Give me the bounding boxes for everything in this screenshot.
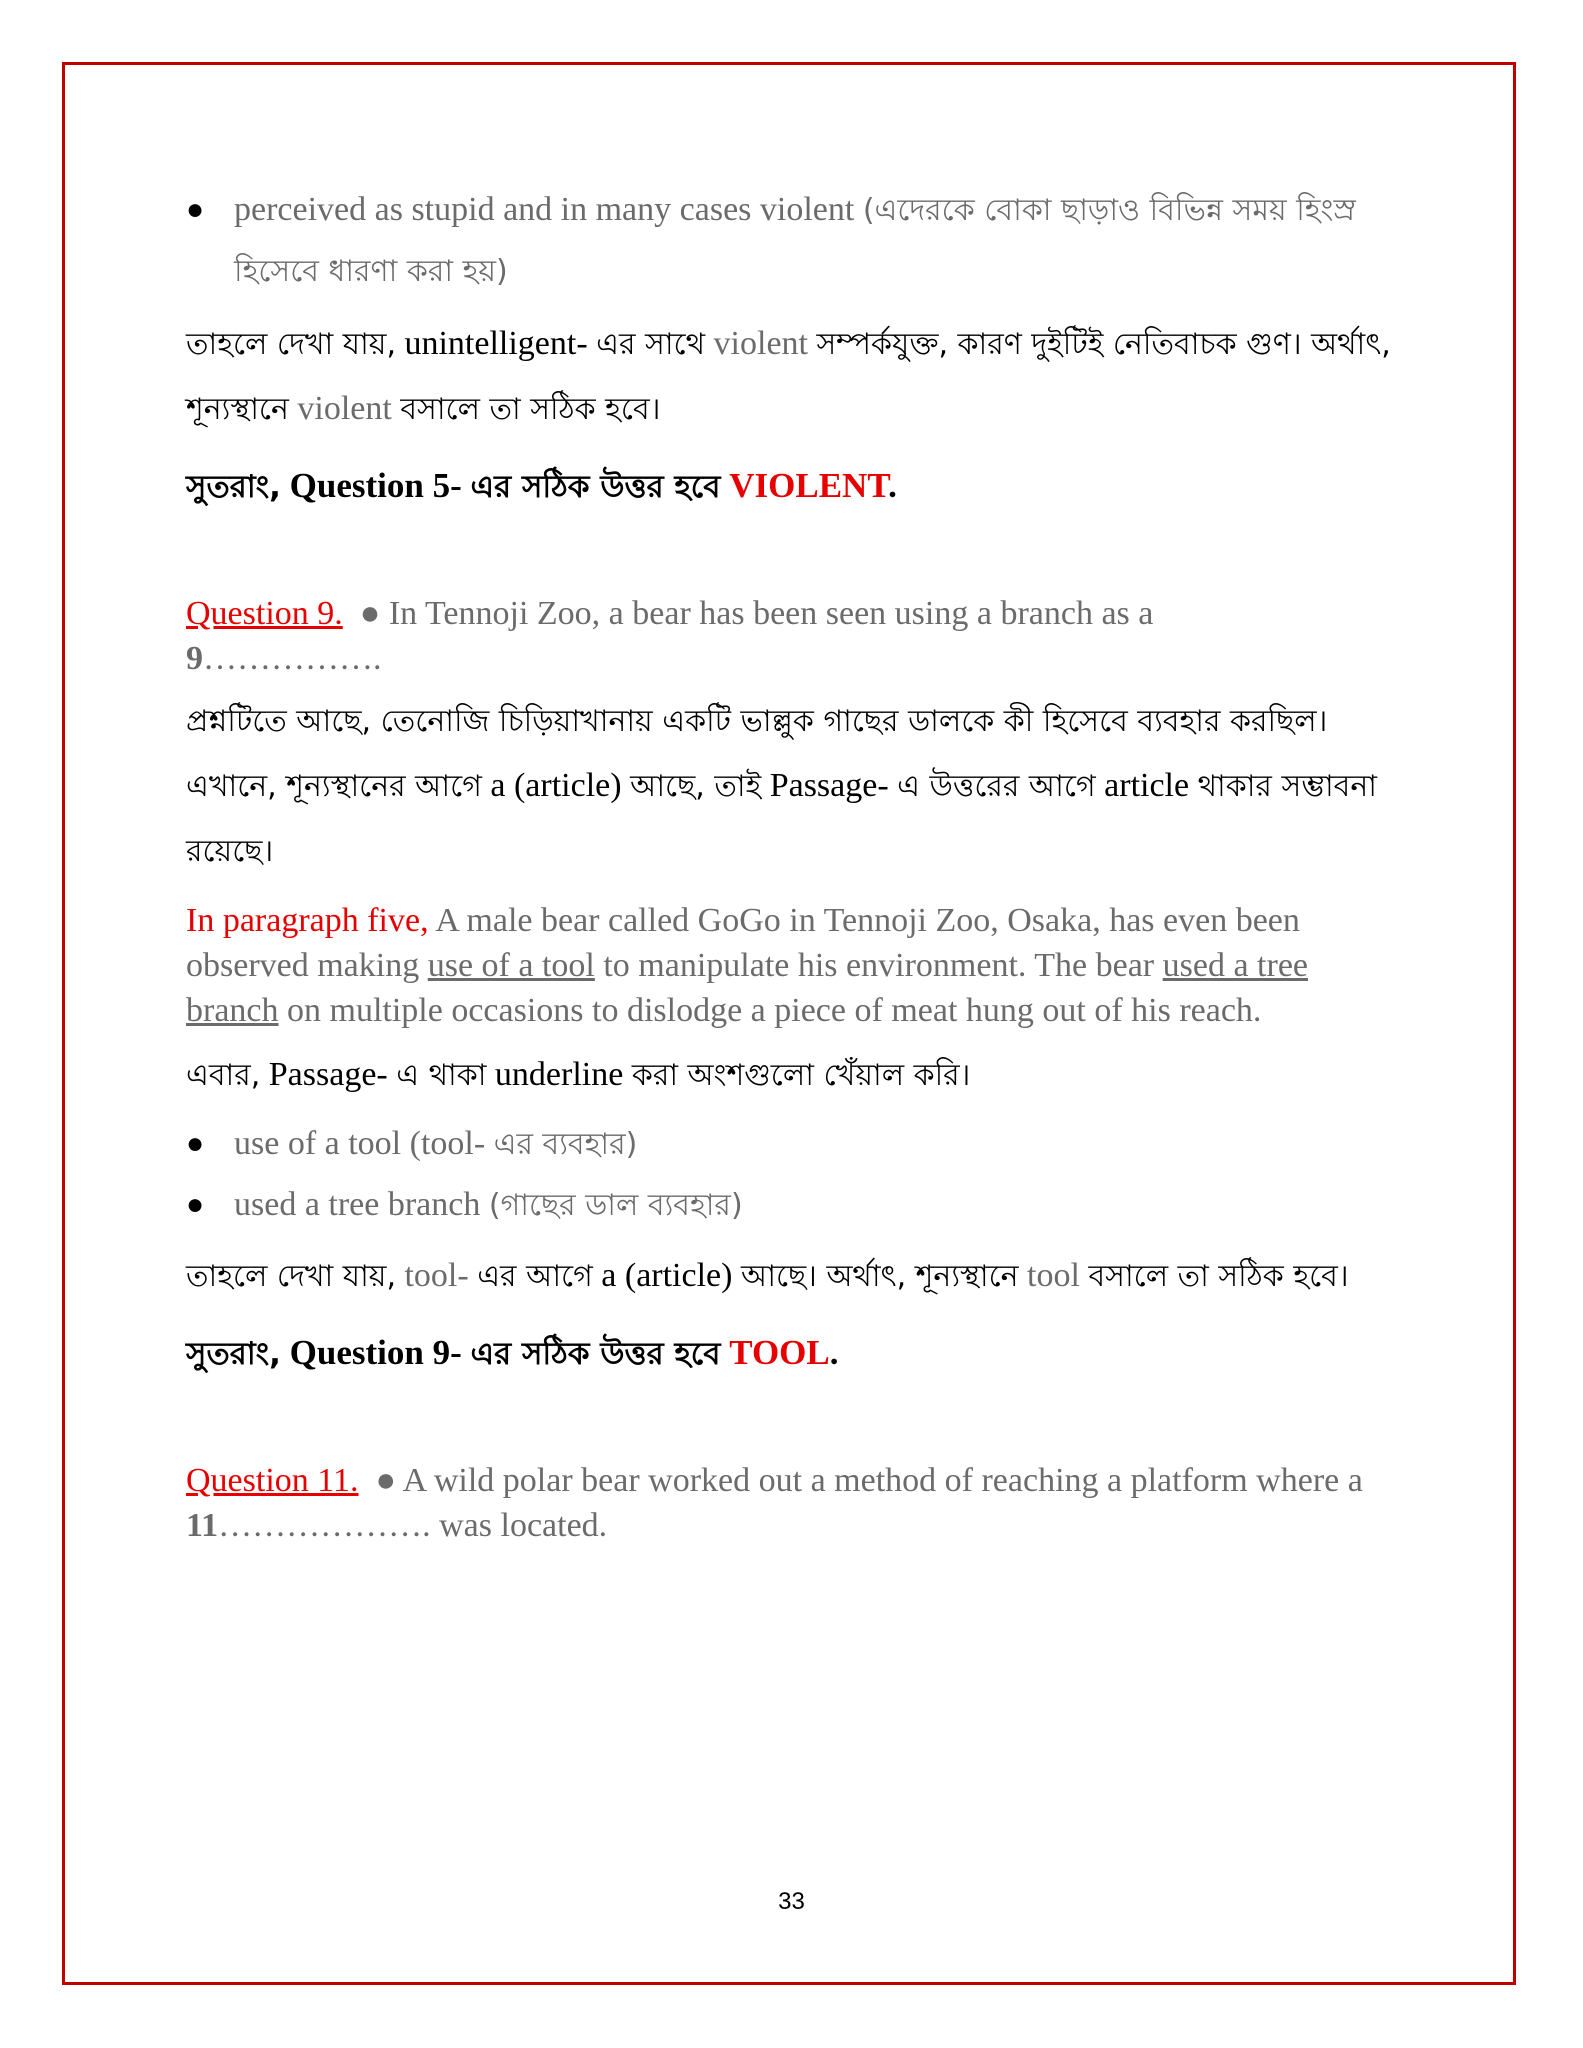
text-bn: প্রশ্নটিতে আছে, তেনোজি চিড়িয়াখানায় একটি ভাল্লুক গাছের ডালকে কী হিসেবে ব্যবহার করছিল। এখানে, শূন্যস্থানের আগে: [186, 704, 1328, 804]
answer-line: [186, 1321, 1396, 1386]
question-ref: Question 9-: [289, 1333, 462, 1372]
text-bn: আছে, তাই: [630, 769, 762, 804]
page-content: [186, 180, 1396, 1548]
text-bn: তাহলে দেখা যায়,: [186, 327, 396, 362]
text-bn: থাকার সম্ভাবনা রয়েছে।: [186, 769, 1377, 869]
page-number: 33: [778, 1888, 805, 1915]
text-bn: আছে। অর্থাৎ, শূন্যস্থানে: [740, 1259, 1019, 1294]
passage-excerpt: [186, 898, 1396, 1033]
underlined-phrase: used a tree branch: [186, 947, 1309, 1029]
text-en: a (article): [490, 767, 622, 804]
bullet-icon: ●: [186, 193, 205, 226]
list-item: [186, 1114, 1396, 1175]
keyword: violent: [713, 325, 808, 362]
list-item: [186, 1175, 1396, 1236]
text-bn: তাহলে দেখা যায়,: [186, 1259, 396, 1294]
bullet-text-en: use of a tool (tool-: [234, 1125, 486, 1162]
blank-dots: …………….: [203, 640, 382, 677]
keyword: tool: [1027, 1257, 1080, 1294]
bullet-text-en: perceived as stupid and in many cases violent: [234, 191, 855, 228]
bullet-icon: ●: [186, 1188, 205, 1221]
text-bn: সুতরাং,: [186, 1336, 281, 1372]
text-bn: করা অংশগুলো খেঁয়াল করি।: [631, 1058, 971, 1093]
bullet-text-bn: (এদেরকে বোকা ছাড়াও বিভিন্ন সময় হিংস্র হিসেবে ধারণা করা হয়): [234, 193, 1356, 289]
text-en: unintelligent-: [404, 325, 588, 362]
answer-word: VIOLENT: [729, 466, 889, 505]
question-label: Question 9.: [186, 595, 343, 632]
explanation-paragraph: [186, 1244, 1396, 1309]
blank-dots: ……………….: [218, 1507, 431, 1544]
note-paragraph: [186, 1043, 1396, 1108]
question-number: 11: [186, 1507, 219, 1544]
passage-text: on multiple occasions to dislodge a piece of meat hung out of his reach.: [278, 992, 1262, 1029]
punctuation: .: [829, 1333, 839, 1372]
text-en: underline: [494, 1056, 624, 1093]
question-text: was located.: [439, 1507, 608, 1544]
question-block: [186, 591, 1396, 681]
question-text: ● In Tennoji Zoo, a bear has been seen using a branch as a: [359, 595, 1154, 632]
intro-paragraph: [186, 689, 1396, 884]
bullet-icon: ●: [186, 1127, 205, 1160]
question-ref: Question 5-: [289, 466, 462, 505]
bullet-text-en: used a tree branch: [234, 1186, 481, 1223]
answer-word: TOOL: [729, 1333, 830, 1372]
text-en: article: [1104, 767, 1190, 804]
text-bn: এর সঠিক উত্তর হবে: [470, 469, 721, 505]
list-item: [186, 180, 1396, 302]
punctuation: .: [888, 466, 897, 505]
text-bn: এর সাথে: [596, 327, 706, 362]
keyword: violent: [297, 390, 392, 427]
answer-line: [186, 454, 1396, 519]
question-label: Question 11.: [186, 1462, 359, 1499]
text-bn: সম্পর্কযুক্ত, কারণ দুইটিই নেতিবাচক গুণ। অর্থাৎ, শূন্যস্থানে: [186, 327, 1391, 427]
bullet-text-bn: এর ব্যবহার): [493, 1127, 638, 1162]
text-en: Passage-: [769, 767, 889, 804]
text-bn: এবার,: [186, 1058, 261, 1093]
text-en: Passage-: [268, 1056, 388, 1093]
underlined-phrase: use of a tool: [427, 947, 595, 984]
text-bn: এর সঠিক উত্তর হবে: [470, 1336, 721, 1372]
text-bn: বসালে তা সঠিক হবে।: [1088, 1259, 1349, 1294]
text-bn: এর আগে: [477, 1259, 593, 1294]
text-en: a (article): [601, 1257, 733, 1294]
text-bn: সুতরাং,: [186, 469, 281, 505]
text-bn: এ উত্তরের আগে: [897, 769, 1096, 804]
passage-text: A male bear called GoGo in Tennoji Zoo, Osaka, has even been observed making: [186, 902, 1300, 984]
bullet-text-bn: (গাছের ডাল ব্যবহার): [488, 1188, 743, 1223]
passage-text: to manipulate his environment. The bear: [594, 947, 1163, 984]
explanation-paragraph: [186, 312, 1396, 442]
question-block: [186, 1458, 1396, 1548]
passage-label: In paragraph five,: [186, 902, 429, 939]
question-number: 9: [186, 640, 203, 677]
text-bn: বসালে তা সঠিক হবে।: [400, 392, 661, 427]
question-text: ● A wild polar bear worked out a method of reaching a platform where a: [375, 1462, 1363, 1499]
keyword: tool-: [404, 1257, 469, 1294]
text-bn: এ থাকা: [396, 1058, 487, 1093]
